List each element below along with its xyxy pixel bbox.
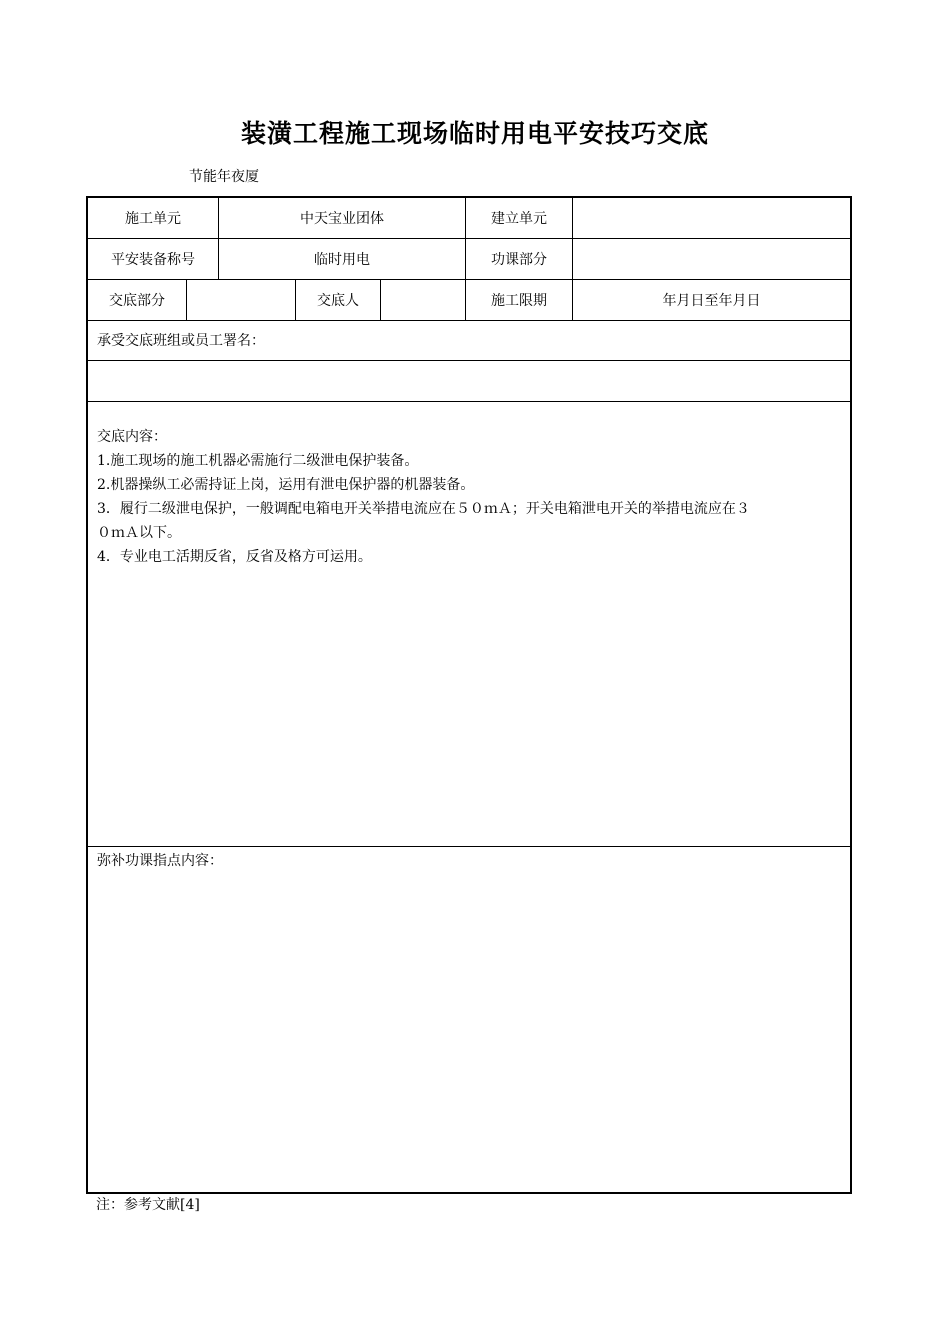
content-line-4: ０ｍＡ以下。 <box>97 525 181 541</box>
label-supplement: 弥补功课指点内容： <box>97 853 223 869</box>
label-discloser: 交底人 <box>296 279 381 320</box>
label-disclosure-department: 交底部分 <box>88 279 187 320</box>
content-line-2: 2.机器操纵工必需持证上岗，运用有泄电保护器的机器装备。 <box>97 477 475 493</box>
supplement-section <box>88 846 850 1192</box>
document-title: 装潢工程施工现场临时用电平安技巧交底 <box>240 119 709 148</box>
content-heading: 交底内容： <box>97 429 167 445</box>
value-construction-period: 年月日至年月日 <box>662 292 761 309</box>
value-discloser <box>381 279 466 320</box>
label-equipment-name: 平安装备称号 <box>88 238 219 279</box>
document-subtitle: 节能年夜厦 <box>189 169 259 185</box>
value-disclosure-department <box>187 279 296 320</box>
value-builder-unit <box>573 198 850 238</box>
form-row-disclosure <box>88 279 850 321</box>
value-work-department <box>573 238 850 279</box>
label-construction-period: 施工限期 <box>466 279 573 320</box>
label-builder-unit: 建立单元 <box>466 198 573 238</box>
label-work-department: 功课部分 <box>466 238 573 279</box>
content-line-5: 4．专业电工活期反省，反省及格方可运用。 <box>97 549 372 565</box>
form-row-signature-label <box>88 320 850 361</box>
disclosure-content <box>97 425 841 569</box>
value-construction-unit: 中天宝业团体 <box>219 198 466 238</box>
value-equipment-name: 临时用电 <box>219 238 466 279</box>
form-row-equipment <box>88 238 850 280</box>
signature-area <box>88 360 850 402</box>
content-line-3: 3．履行二级泄电保护，一般调配电箱电开关举措电流应在５０ｍＡ；开关电箱泄电开关的举措电流应在３ <box>97 501 750 517</box>
content-line-1: 1.施工现场的施工机器必需施行二级泄电保护装备。 <box>97 453 419 469</box>
disclosure-content-section <box>88 401 850 847</box>
label-signature: 承受交底班组或员工署名： <box>97 333 265 349</box>
label-construction-unit: 施工单元 <box>88 198 219 238</box>
form-row-unit <box>88 198 850 239</box>
disclosure-form <box>86 196 852 1194</box>
footnote: 注：参考文献[4] <box>96 1197 200 1213</box>
